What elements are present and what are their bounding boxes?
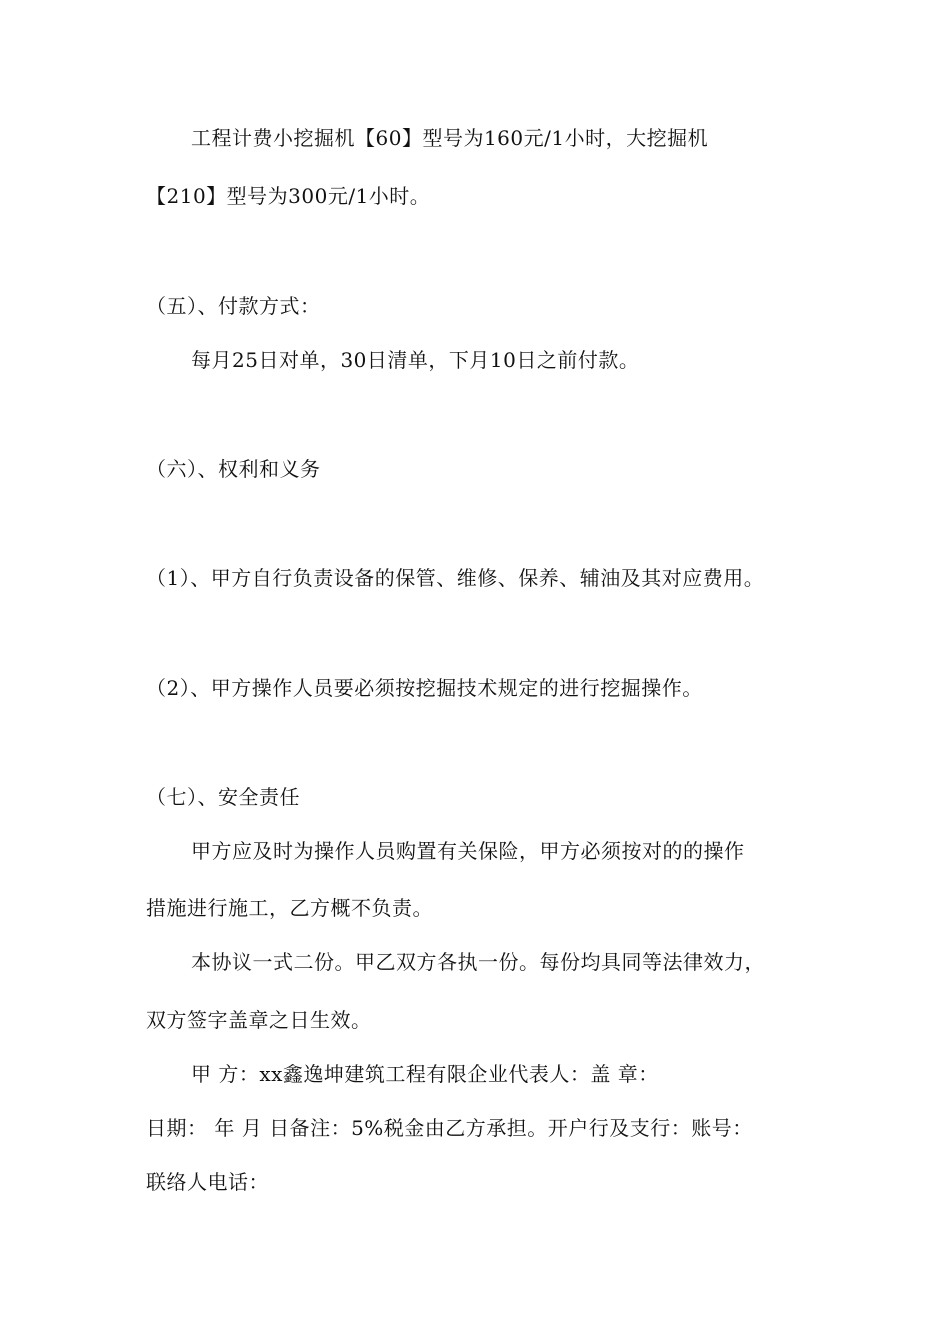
agreement-text-line-1: 本协议一式二份。甲乙双方各执一份。每份均具同等法律效力， (191, 950, 765, 974)
rights-item-2: （2）、甲方操作人员要必须按挖掘技术规定的进行挖掘操作。 (146, 676, 703, 700)
rights-item-1: （1）、甲方自行负责设备的保管、维修、保养、辅油及其对应费用。 (146, 566, 765, 590)
fee-text-line-2: 【210】型号为300元/1小时。 (146, 184, 431, 208)
section-heading-rights: （六）、权利和义务 (146, 457, 321, 481)
payment-text: 每月25日对单，30日清单，下月10日之前付款。 (191, 348, 640, 372)
safety-text-line-1: 甲方应及时为操作人员购置有关保险，甲方必须按对的的操作 (191, 839, 745, 863)
section-heading-safety: （七）、安全责任 (146, 785, 300, 809)
section-heading-payment: （五）、付款方式： (146, 294, 321, 318)
date-remarks-line: 日期： 年 月 日备注：5%税金由乙方承担。开户行及支行：账号： (146, 1116, 753, 1140)
party-a-signature-line: 甲 方：xx鑫逸坤建筑工程有限企业代表人：盖 章： (191, 1062, 659, 1086)
fee-text-line-1: 工程计费小挖掘机【60】型号为160元/1小时，大挖掘机 (191, 126, 709, 150)
contact-phone-line: 联络人电话： (146, 1170, 269, 1194)
safety-text-line-2: 措施进行施工，乙方概不负责。 (146, 896, 433, 920)
agreement-text-line-2: 双方签字盖章之日生效。 (146, 1008, 372, 1032)
